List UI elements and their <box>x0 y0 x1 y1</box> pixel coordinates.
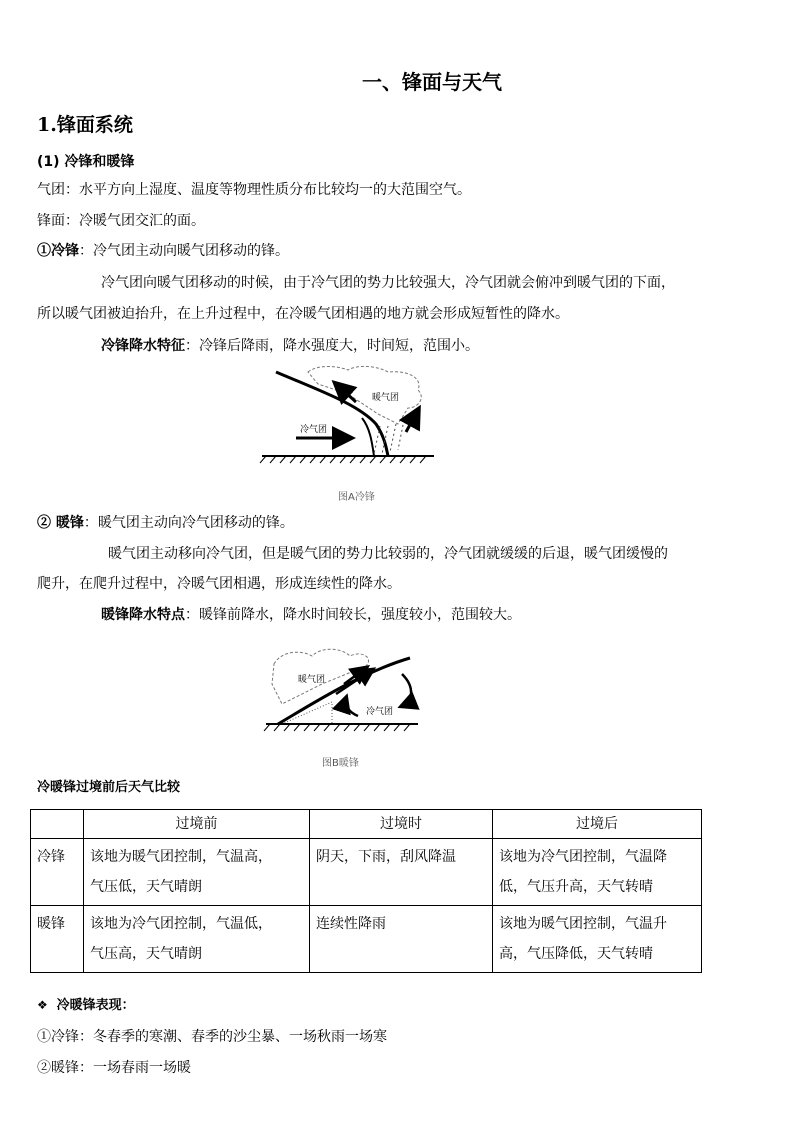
warm-front-label: ② 暖锋 <box>37 515 84 531</box>
performance-heading <box>37 995 135 1016</box>
table-title: 冷暖锋过境前后天气比较 <box>37 780 181 795</box>
cold-front-feature-text: ：冷锋后降雨，降水强度大，时间短，范围小。 <box>185 338 479 354</box>
cold-front-label: ①冷锋 <box>37 243 79 259</box>
cold-front-feature <box>101 336 479 356</box>
rain-lines <box>374 420 404 454</box>
table-cell-during: 阴天，下雨，刮风降温 <box>310 839 493 906</box>
cold-front-desc-line2: 所以暖气团被迫抬升，在上升过程中，在冷暖气团相遇的地方就会形成短暂性的降水。 <box>37 306 569 322</box>
table-row <box>31 839 702 906</box>
cold-front-definition <box>37 241 289 261</box>
performance-warm: ②暖锋：一场春雨一场暖 <box>37 1060 191 1076</box>
cold-air-label: 冷气团 <box>366 707 394 717</box>
cold-front-def-text: ：冷气团主动向暖气团移动的锋。 <box>79 243 289 259</box>
airmass-definition: 气团：水平方向上湿度、温度等物理性质分布比较均一的大范围空气。 <box>37 182 471 198</box>
warm-air-label: 暖气团 <box>372 393 400 403</box>
cell-line: 高，气压降低，天气转晴 <box>499 946 653 962</box>
warm-front-desc-line2: 爬升，在爬升过程中，冷暖气团相遇，形成连续性的降水。 <box>37 576 401 592</box>
cell-line: 气压低，天气晴朗 <box>90 879 202 895</box>
diamond-bullet-icon: ❖ <box>37 998 48 1012</box>
warm-front-feature-text: ：暖锋前降水，降水时间较长，强度较小，范围较大。 <box>185 607 521 623</box>
table-row <box>31 906 702 973</box>
performance-title: 冷暖锋表现： <box>56 998 135 1013</box>
table-cell-after <box>493 839 702 906</box>
cell-line: 该地为暖气团控制，气温高， <box>90 849 272 865</box>
cell-line: 该地为冷气团控制，气温低， <box>90 916 272 932</box>
cold-front-feature-label: 冷锋降水特征 <box>101 338 185 354</box>
table-header-row <box>31 810 702 839</box>
front-secondary-line <box>362 418 374 456</box>
performance-cold: ①冷锋：冬春季的寒潮、春季的沙尘暴、一场秋雨一场寒 <box>37 1029 387 1045</box>
section-heading: 1.锋面系统 <box>37 114 133 136</box>
comparison-table <box>30 809 702 973</box>
table-header-cell: 过境时 <box>310 810 493 839</box>
table-header-cell: 过境后 <box>493 810 702 839</box>
warm-front-feature-label: 暖锋降水特点 <box>101 607 185 623</box>
cold-front-desc-line1: 冷气团向暖气团移动的时候，由于冷气团的势力比较强大，冷气团就会俯冲到暖气团的下面， <box>101 275 675 291</box>
warm-front-feature <box>101 605 521 625</box>
ground-hatch <box>264 724 410 731</box>
subsection-heading: (1) 冷锋和暖锋 <box>37 154 135 170</box>
warm-front-diagram <box>262 644 422 734</box>
warm-front-caption: 图B暖锋 <box>322 758 359 769</box>
table-cell-type: 冷锋 <box>31 839 84 906</box>
cell-line: 该地为冷气团控制，气温降 <box>499 849 667 865</box>
cold-front-caption: 图A冷锋 <box>338 492 375 503</box>
warm-front-desc-line1: 暖气团主动移向冷气团，但是暖气团的势力比较弱的，冷气团就缓缓的后退，暖气团缓慢的 <box>108 546 668 562</box>
warm-rise-arrow <box>336 670 372 694</box>
table-cell-type: 暖锋 <box>31 906 84 973</box>
table-cell-during: 连续性降雨 <box>310 906 493 973</box>
warm-air-label: 暖气团 <box>298 675 326 685</box>
warm-push-arrow <box>406 410 418 432</box>
ground-hatch <box>260 456 426 463</box>
table-cell-before <box>84 839 310 906</box>
table-header-cell <box>31 810 84 839</box>
table-header-cell: 过境前 <box>84 810 310 839</box>
cell-line: 低，气压升高，天气转晴 <box>499 879 653 895</box>
table-cell-before <box>84 906 310 973</box>
cold-circulation-arrow <box>346 698 359 716</box>
cell-line: 气压高，天气晴朗 <box>90 946 202 962</box>
cold-retreat-arrow <box>402 674 411 706</box>
warm-front-def-text: ：暖气团主动向冷气团移动的锋。 <box>83 515 294 531</box>
warm-front-definition <box>37 513 294 533</box>
cell-line: 该地为暖气团控制，气温升 <box>499 916 667 932</box>
cold-air-label: 冷气团 <box>300 425 328 435</box>
cold-front-diagram <box>258 364 438 466</box>
table-cell-after <box>493 906 702 973</box>
page-title: 一、锋面与天气 <box>362 70 502 94</box>
front-definition: 锋面：冷暖气团交汇的面。 <box>37 213 205 229</box>
